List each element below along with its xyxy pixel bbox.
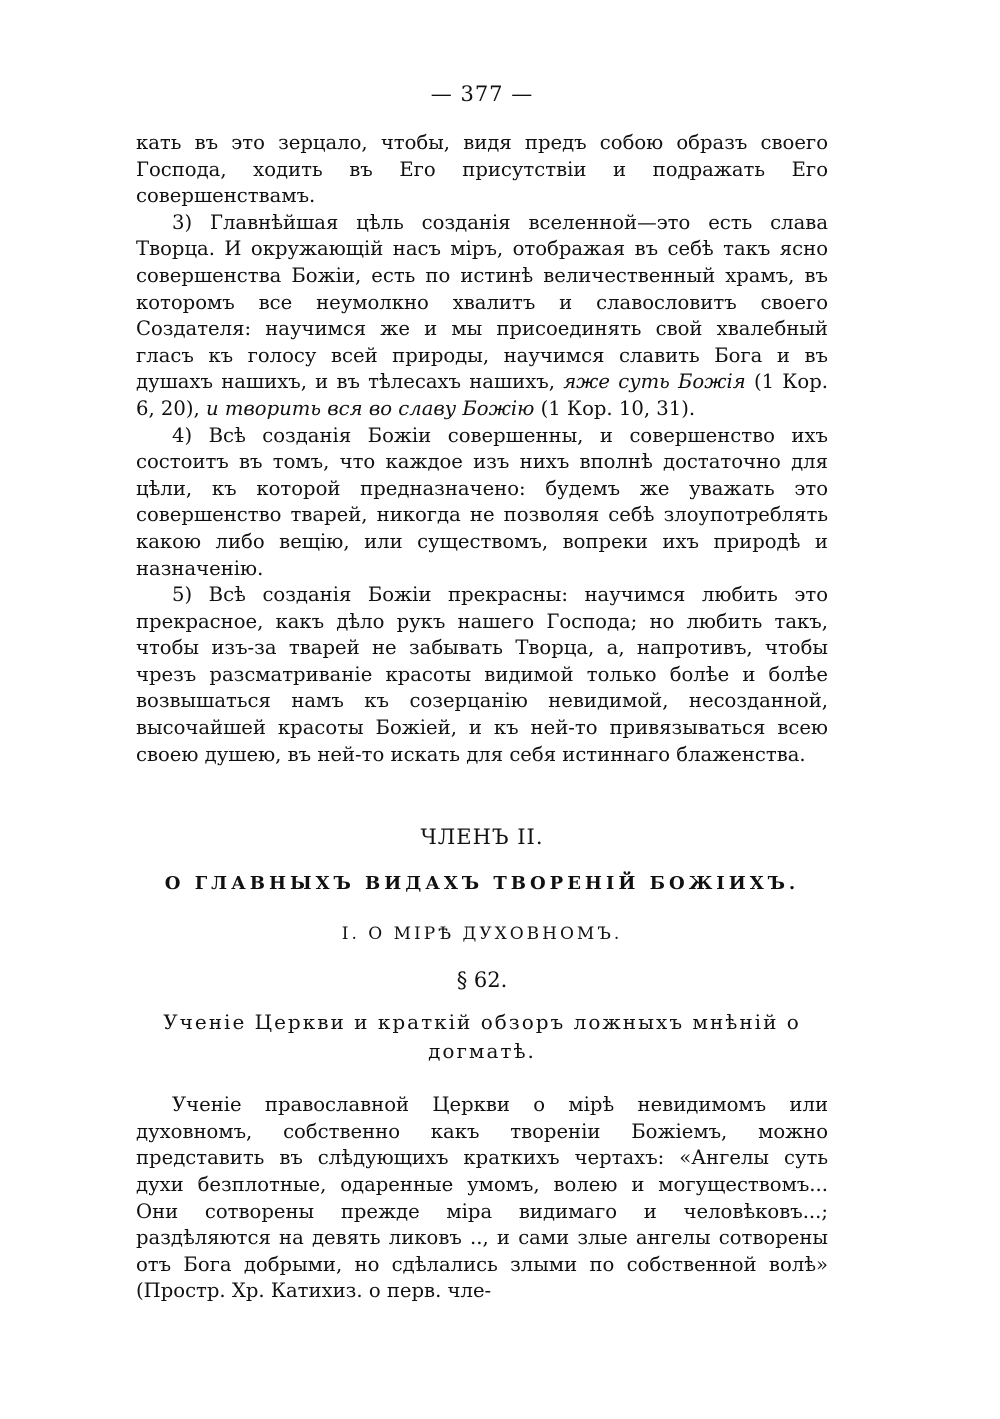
paragraph-final: Ученіе православной Церкви о мірѣ невидимомъ или духовномъ, собственно какъ твореніи Божіемъ, можно представить въ слѣдующихъ краткихъ чертахъ: «Ангелы суть духи безплотные, одаренные умомъ, волею и могуществомъ... Они сотворены прежде міра видимаго и человѣковъ...; раздѣляются на девять ликовъ .., и сами злые ангелы сотворены отъ Бога добрыми, но сдѣлались злыми по собственной волѣ» (Простр. Хр. Катихиз. о перв. чле- xyxy=(136,1093,828,1303)
member-heading: ЧЛЕНЪ II. xyxy=(420,825,544,850)
page-number: — 377 — xyxy=(430,82,534,106)
book-page xyxy=(136,80,828,1305)
paragraph-3-text-a: 3) Главнѣйшая цѣль созданія вселенной—это есть слава Творца. И окружающій насъ міръ, отображая въ себѣ такъ ясно совершенства Божіи, есть по истинѣ величественный храмъ, въ которомъ все неумолкно хвалитъ и славословитъ своего Создателя: научимся же и мы присоединять свой хвалебный гласъ къ голосу всей природы, научимся славить Бога и въ душахъ нашихъ, и въ тѣлесахъ нашихъ, xyxy=(136,210,828,394)
subsection-heading: I. О МІРѢ ДУХОВНОМЪ. xyxy=(341,924,623,945)
paragraph-3 xyxy=(136,210,828,423)
paragraph-mark: § 62. xyxy=(456,968,508,993)
paragraph-title: Ученіе Церкви и краткій обзоръ ложныхъ мнѣній о догматѣ. xyxy=(163,1010,801,1064)
paragraph-3-quote-a: яже суть Божія xyxy=(563,370,746,394)
paragraph-3-text-c: (1 Кор. 10, 31). xyxy=(534,396,696,420)
section-heading: О ГЛАВНЫХЪ ВИДАХЪ ТВОРЕНІЙ БОЖІИХЪ. xyxy=(164,873,800,895)
paragraph-3-quote-b: и творить вся во славу Божію xyxy=(205,396,535,420)
paragraph-continuation: кать въ это зерцало, чтобы, видя предъ собою образъ своего Господа, ходить въ Его присутствіи и подражать Его совершенствамъ. xyxy=(136,131,828,208)
section-gap xyxy=(136,768,828,822)
paragraph-5: 5) Всѣ созданія Божіи прекрасны: научимся любить это прекрасное, какъ дѣло рукъ нашего Господа; но любить такъ, чтобы изъ-за тварей не забывать Творца, а, напротивъ, чтобы чрезъ разсматриваніе красоты видимой только болѣе и болѣе возвышаться намъ къ созерцанію невидимой, несозданной, высочайшей красоты Божіей, и къ ней-то привязываться всею своею душею, въ ней-то искать для себя истиннаго блаженства. xyxy=(136,583,828,766)
paragraph-3-text-b: (1 Кор. 6, 20), xyxy=(136,370,828,420)
paragraph-4: 4) Всѣ созданія Божіи совершенны, и совершенство ихъ состоитъ въ томъ, что каждое изъ нихъ вполнѣ достаточно для цѣли, къ которой предназначено: будемъ же уважать это совершенство тварей, никогда не позволяя себѣ злоупотреблять какою либо вещію, или существомъ, вопреки ихъ природѣ и назначенію. xyxy=(136,423,828,580)
